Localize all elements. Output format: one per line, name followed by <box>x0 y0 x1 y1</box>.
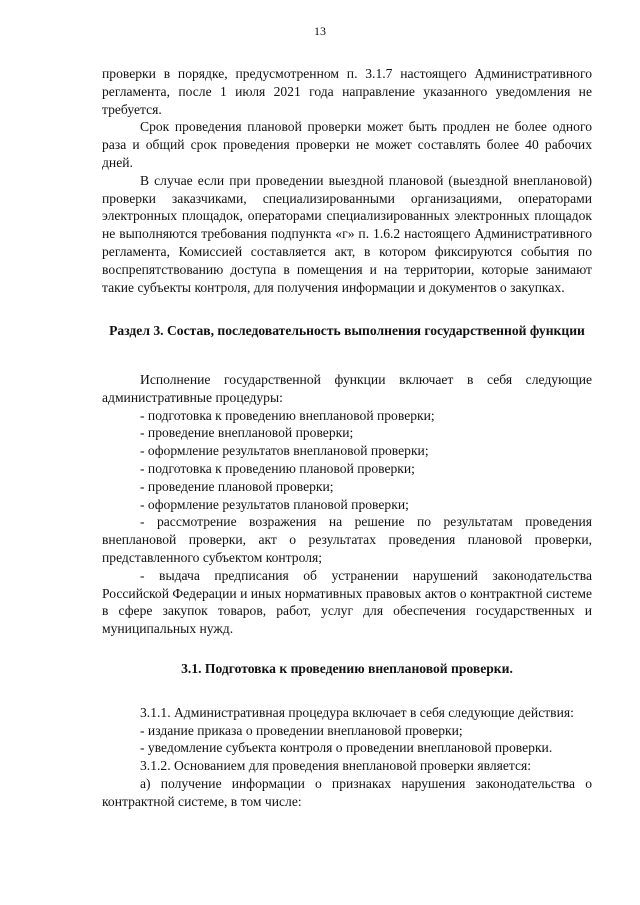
procedure-item: - подготовка к проведению внеплановой проверки; <box>140 407 435 423</box>
page-number: 13 <box>314 24 326 38</box>
subsection-paragraph: 3.1.2. Основанием для проведения внеплановой проверки является: <box>140 758 532 774</box>
procedure-item: - оформление результатов плановой проверки; <box>140 496 409 512</box>
procedure-item: - проведение внеплановой проверки; <box>140 425 354 441</box>
procedure-item: - оформление результатов внеплановой проверки; <box>140 443 429 459</box>
paragraph-inspection-term: Срок проведения плановой проверки может быть продлен не более одного раза и общий срок проведения проверки не может составлять более 40 рабочих дней. <box>102 119 592 170</box>
subsection-paragraph: 3.1.1. Административная процедура включает в себя следующие действия: <box>140 704 574 720</box>
subsection-paragraph: а) получение информации о признаках нарушения законодательства о контрактной системе, в том числе: <box>102 775 592 809</box>
procedure-item: - рассмотрение возражения на решение по результатам проведения внеплановой проверки, акт о результатах проведения плановой проверки, представленного субъектом контроля; <box>102 514 592 565</box>
document-body <box>102 65 592 810</box>
subsection-list-item: - издание приказа о проведении внеплановой проверки; <box>140 722 463 738</box>
section-intro: Исполнение государственной функции включает в себя следующие административные процедуры: <box>102 371 592 405</box>
paragraph-access-obstruction: В случае если при проведении выездной плановой (выездной внеплановой) проверки заказчиками, специализированными организациями, операторами электронных площадок, операторами специализированных электронных площадок не выполняются требования подпункта «г» п. 1.6.2 настоящего Административного регламента, Комиссией составляется акт, в котором фиксируются события по воспрепятствованию доступа в помещения и на территории, которые занимают такие субъекты контроля, для получения информации и документов о закупках. <box>102 172 592 295</box>
procedure-item: - подготовка к проведению плановой проверки; <box>140 460 415 476</box>
procedure-item: - выдача предписания об устранении нарушений законодательства Российской Федерации и иных нормативных правовых актов о контрактной системе в сфере закупок товаров, работ, услуг для обеспечения государственных и муниципальных нужд. <box>102 567 592 637</box>
section-heading: Раздел 3. Состав, последовательность выполнения государственной функции <box>109 323 585 339</box>
subsection-heading: 3.1. Подготовка к проведению внеплановой проверки. <box>181 660 513 676</box>
procedure-item: - проведение плановой проверки; <box>140 478 334 494</box>
paragraph-continuation: проверки в порядке, предусмотренном п. 3.1.7 настоящего Административного регламента, после 1 июля 2021 года направление указанного уведомления не требуется. <box>102 66 592 117</box>
subsection-list-item: - уведомление субъекта контроля о проведении внеплановой проверки. <box>140 740 553 756</box>
